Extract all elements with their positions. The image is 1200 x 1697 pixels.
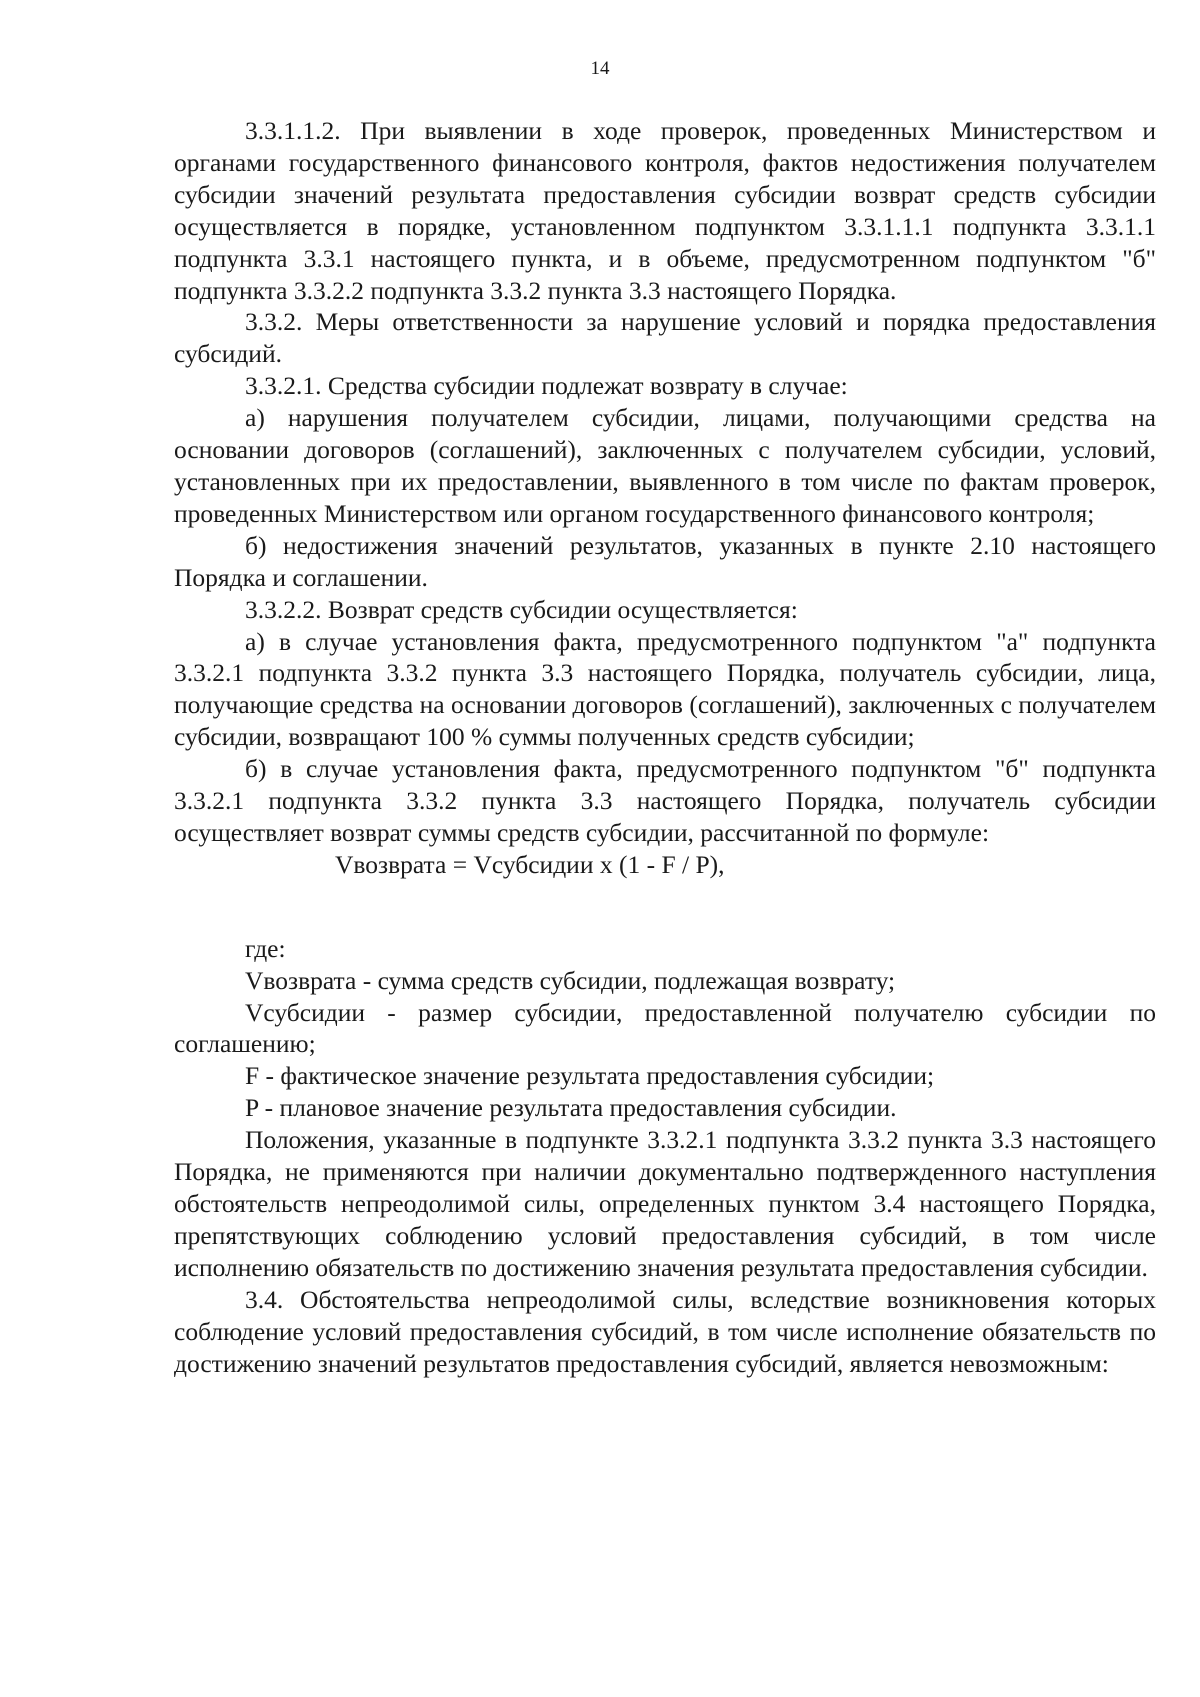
where-label: где: xyxy=(245,933,286,963)
definition-f: F - фактическое значение результата предоставления субсидии; xyxy=(245,1061,935,1091)
page-number: 14 xyxy=(590,58,610,79)
definition-v-subsidy: Vсубсидии - размер субсидии, предоставленной получателю субсидии по соглашению; xyxy=(174,997,1156,1059)
definition-p: P - плановое значение результата предоставления субсидии. xyxy=(245,1093,897,1123)
formula: Vвозврата = Vсубсидии x (1 - F / P), xyxy=(335,849,725,879)
paragraph-3-4: 3.4. Обстоятельства непреодолимой силы, вследствие возникновения которых соблюдение условий предоставления субсидий, в том числе исполнение обязательств по достижению значений результатов предоставления субсидий, является невозможным: xyxy=(174,1284,1156,1378)
paragraph-provisions: Положения, указанные в подпункте 3.3.2.1 подпункта 3.3.2 пункта 3.3 настоящего Порядка, не применяются при наличии документально подтвержденного наступления обстоятельств непреодолимой силы, определенных пунктом 3.4 настоящего Порядка, препятствующих соблюдению условий предоставления субсидий, в том числе исполнению обязательств по достижению значения результата предоставления субсидии. xyxy=(174,1125,1156,1282)
paragraph-3-3-2-2-a: а) в случае установления факта, предусмотренного подпунктом "а" подпункта 3.3.2.1 подпункта 3.3.2 пункта 3.3 настоящего Порядка, получатель субсидии, лица, получающие средства на основании договоров (соглашений), заключенных с получателем субсидии, возвращают 100 % суммы полученных средств субсидии; xyxy=(174,626,1156,752)
paragraph-3-3-2-1-b: б) недостижения значений результатов, указанных в пункте 2.10 настоящего Порядка и соглашении. xyxy=(174,530,1156,592)
paragraph-3-3-1-1-2: 3.3.1.1.2. При выявлении в ходе проверок, проведенных Министерством и органами государственного финансового контроля, фактов недостижения получателем субсидии значений результата предоставления субсидии возврат средств субсидии осуществляется в порядке, установленном подпунктом 3.3.1.1.1 подпункта 3.3.1.1 подпункта 3.3.1 настоящего пункта, и в объеме, предусмотренном подпунктом "б" подпункта 3.3.2.2 подпункта 3.3.2 пункта 3.3 настоящего Порядка. xyxy=(174,116,1156,305)
paragraph-3-3-2-2-b: б) в случае установления факта, предусмотренного подпунктом "б" подпункта 3.3.2.1 подпункта 3.3.2 пункта 3.3 настоящего Порядка, получатель субсидии осуществляет возврат суммы средств субсидии, рассчитанной по формуле: xyxy=(174,754,1156,847)
paragraph-3-3-2: 3.3.2. Меры ответственности за нарушение условий и порядка предоставления субсидий. xyxy=(174,307,1156,369)
paragraph-3-3-2-1-a: а) нарушения получателем субсидии, лицами, получающими средства на основании договоров (соглашений), заключенных с получателем субсидии, условий, установленных при их предоставлении, выявленного в том числе по фактам проверок, проведенных Министерством или органом государственного финансового контроля; xyxy=(174,403,1156,528)
document-body xyxy=(174,115,1156,1379)
paragraph-3-3-2-1: 3.3.2.1. Средства субсидии подлежат возврату в случае: xyxy=(245,371,848,401)
definition-v-return: Vвозврата - сумма средств субсидии, подлежащая возврату; xyxy=(245,965,896,995)
paragraph-3-3-2-2: 3.3.2.2. Возврат средств субсидии осуществляется: xyxy=(245,594,798,624)
